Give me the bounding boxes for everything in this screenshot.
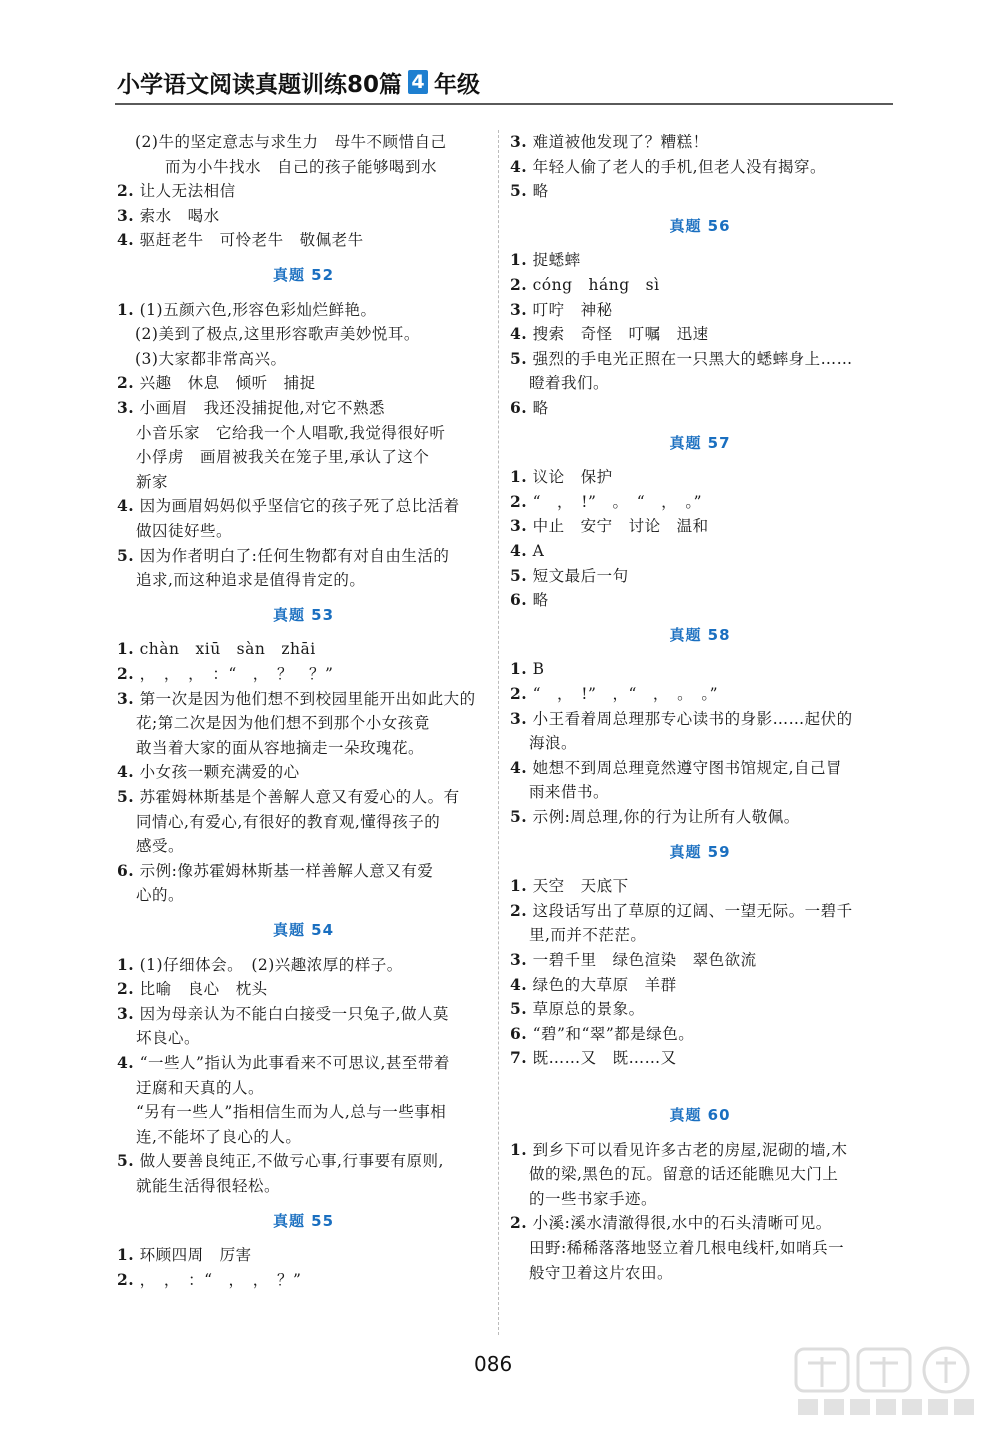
question-number: 5. — [510, 999, 528, 1019]
question-number: 2. — [510, 900, 528, 920]
answer-text: 天空 天底下 — [527, 877, 629, 896]
answer-text: 略 — [527, 591, 549, 610]
question-number: 4. — [510, 757, 528, 777]
answer-line — [510, 248, 581, 272]
answer-line — [510, 682, 718, 706]
answer-text: 瞪着我们。 — [529, 374, 610, 393]
question-number: 3. — [510, 132, 528, 151]
answer-text: 小女孩一颗充满爱的心 — [134, 763, 300, 782]
question-number: 3. — [117, 1003, 135, 1023]
answer-text: 议论 保护 — [527, 468, 613, 487]
answer-text: 做人要善良纯正,不做亏心事,行事要有原则, — [134, 1152, 444, 1171]
answer-text: (1)仔细体会。 (2)兴趣浓厚的样子。 — [134, 955, 403, 974]
question-number: 4. — [510, 541, 528, 560]
question-number: 2. — [117, 979, 135, 999]
question-number: 6. — [510, 590, 528, 610]
grade-badge: 4 — [408, 70, 428, 94]
question-number: 5. — [510, 348, 528, 368]
question-number: 4. — [510, 974, 528, 994]
answer-text: 示例:像苏霍姆林斯基一样善解人意又有爱 — [134, 861, 434, 880]
answer-text: 小俘虏 画眉被我关在笼子里,承认了这个 — [136, 448, 430, 467]
answer-text: 因为作者明白了:任何生物都有对自由生活的 — [134, 546, 450, 565]
section-heading: 真题 55 — [272, 1211, 335, 1230]
answer-text: 迂腐和天真的人。 — [136, 1078, 265, 1097]
answer-text: 略 — [527, 399, 549, 417]
answer-text: “碧”和“翠”都是绿色。 — [527, 1024, 695, 1043]
question-number: 3. — [510, 299, 528, 319]
answer-text: 做的梁,黑色的瓦。留意的话还能瞧见大门上 — [529, 1165, 839, 1184]
question-number: 6. — [117, 860, 135, 880]
answer-line — [510, 564, 629, 588]
answer-text: 捉蟋蟀 — [527, 251, 581, 270]
answer-text: 第一次是因为他们想不到校园里能开出如此大的 — [134, 689, 476, 708]
section-heading: 真题 60 — [669, 1106, 731, 1124]
answer-line — [510, 1022, 694, 1046]
answer-line — [529, 371, 609, 395]
section-heading: 真题 52 — [272, 266, 335, 284]
answer-text: 的一些书家手迹。 — [529, 1189, 658, 1208]
answer-text: (3)大家都非常高兴。 — [135, 349, 287, 368]
answer-text: 强烈的手电光正照在一只黑大的蟋蟀身上…… — [527, 349, 853, 368]
answer-line — [510, 298, 613, 322]
answer-text: 绿色的大草原 羊群 — [527, 975, 677, 994]
answer-line — [117, 1149, 444, 1173]
question-number: 3. — [117, 398, 135, 417]
answer-line — [117, 494, 460, 518]
answer-text: B — [527, 660, 545, 679]
answer-line — [136, 519, 232, 543]
answer-line — [117, 1268, 301, 1292]
question-number: 3. — [510, 516, 528, 536]
question-number: 2. — [510, 684, 528, 703]
answer-line — [136, 421, 445, 445]
answer-text: 里,而并不茫茫。 — [529, 926, 647, 945]
question-number: 2. — [117, 1269, 135, 1289]
question-number: 6. — [510, 398, 528, 417]
answer-text: (2)美到了极点,这里形容歌声美妙悦耳。 — [135, 325, 420, 344]
answer-text: 感受。 — [136, 837, 185, 856]
question-number: 5. — [510, 565, 528, 585]
answer-line — [117, 1002, 449, 1026]
answer-line — [529, 1187, 657, 1211]
question-number: 2. — [510, 491, 528, 511]
answer-text: 田野:稀稀落落地竖立着几根电线杆,如哨兵一 — [529, 1239, 845, 1257]
answer-line — [165, 155, 437, 179]
answer-text: cóng háng sì — [527, 276, 660, 294]
section-heading: 真题 56 — [669, 216, 731, 235]
watermark-logo-icon — [790, 1343, 980, 1421]
answer-text: 小音乐家 它给我一个人唱歌,我觉得很好听 — [136, 423, 446, 442]
answer-line — [136, 568, 365, 592]
question-number: 5. — [117, 545, 135, 565]
answer-text: 敢当着大家的面从容地摘走一朵玫瑰花。 — [136, 738, 425, 757]
answer-text: 让人无法相信 — [134, 182, 236, 201]
answer-text: 这段话写出了草原的辽阔、一望无际。一碧千 — [527, 901, 853, 920]
section-heading: 真题 57 — [669, 433, 731, 452]
question-number: 1. — [510, 1139, 528, 1159]
answer-line — [136, 1125, 301, 1149]
answer-text: ， ， ， ：“ ， ？ ？” — [134, 665, 334, 683]
answer-text: 叮咛 神秘 — [527, 300, 613, 319]
answer-text: 苏霍姆林斯基是个善解人意又有爱心的人。有 — [134, 788, 460, 806]
answer-line — [510, 973, 677, 997]
section-heading: 真题 59 — [669, 842, 731, 861]
question-number: 5. — [510, 807, 528, 826]
answer-line — [135, 347, 286, 371]
answer-text: 就能生活得很轻松。 — [136, 1177, 281, 1195]
answer-text: “ ， !” 。 “ ， 。” — [527, 492, 703, 511]
answer-line — [117, 179, 236, 203]
grade-label: 年级 — [434, 71, 481, 98]
question-number: 4. — [117, 762, 135, 782]
answer-line — [117, 544, 449, 568]
answer-line — [117, 1051, 450, 1075]
answer-line — [510, 805, 800, 829]
question-number: 1. — [117, 639, 135, 659]
section-heading: 真题 58 — [669, 625, 731, 644]
question-number: 5. — [117, 787, 135, 806]
answer-line — [529, 1236, 844, 1260]
answer-line — [510, 179, 549, 203]
answer-text: 既……又 既……又 — [527, 1049, 677, 1068]
answer-text: “ ， !” ，“ ， 。 。” — [527, 685, 719, 703]
answer-text: 小王看着周总理那专心读书的身影……起伏的 — [527, 709, 853, 728]
answer-line — [510, 948, 757, 972]
question-number: 2. — [117, 181, 135, 201]
answer-line — [135, 130, 446, 154]
answer-line — [117, 637, 316, 661]
answer-line — [136, 736, 424, 760]
answer-line — [117, 760, 300, 784]
question-number: 1. — [117, 299, 135, 319]
answer-line — [510, 130, 709, 154]
answer-text: ， ， ：“ ， ， ？” — [134, 1270, 302, 1289]
answer-text: 同情心,有爱心,有很好的教育观,懂得孩子的 — [136, 812, 441, 831]
answer-line — [510, 874, 629, 898]
answer-line — [510, 756, 842, 780]
answer-line — [117, 1243, 252, 1267]
answer-line — [117, 687, 476, 711]
answer-text: 她想不到周总理竟然遵守图书馆规定,自己冒 — [527, 758, 843, 777]
answer-text: 雨来借书。 — [529, 783, 610, 802]
book-title: 小学语文阅读真题训练80篇 — [117, 71, 403, 98]
answer-line — [510, 490, 702, 514]
question-number: 4. — [510, 324, 528, 344]
question-number: 1. — [510, 659, 528, 679]
answer-text: 小溪:溪水清澈得很,水中的石头清晰可见。 — [527, 1214, 832, 1233]
answer-line — [117, 228, 364, 252]
answer-line — [510, 707, 853, 731]
answer-line — [510, 657, 545, 681]
answer-text: chàn xiū sàn zhāi — [134, 640, 316, 659]
answer-text: 连,不能坏了良心的人。 — [136, 1127, 302, 1146]
answer-text: 新家 — [136, 472, 169, 491]
answer-text: 追求,而这种追求是值得肯定的。 — [136, 571, 366, 590]
answer-line — [136, 711, 430, 735]
answer-line — [136, 1026, 200, 1050]
question-number: 1. — [510, 250, 528, 270]
answer-text: 海浪。 — [529, 734, 578, 753]
answer-text: 般守卫着这片农田。 — [529, 1263, 674, 1282]
answer-line — [510, 899, 853, 923]
answer-text: 环顾四周 厉害 — [134, 1246, 252, 1265]
section-heading: 真题 54 — [272, 921, 335, 939]
answer-text: 到乡下可以看见许多古老的房屋,泥砌的墙,木 — [527, 1140, 848, 1159]
answer-line — [117, 298, 377, 322]
question-number: 3. — [117, 205, 135, 225]
question-number: 1. — [117, 954, 135, 974]
question-number: 2. — [117, 664, 135, 683]
answer-text: 坏良心。 — [136, 1029, 201, 1048]
answer-line — [117, 204, 220, 228]
answer-text: 索水 喝水 — [134, 206, 220, 225]
answer-text: 因为母亲认为不能白白接受一只兔子,做人莫 — [134, 1004, 450, 1023]
answer-line — [136, 470, 168, 494]
answer-line — [529, 1162, 838, 1186]
question-number: 4. — [510, 156, 528, 176]
answer-line — [510, 273, 660, 297]
answer-line — [529, 923, 646, 947]
answer-text: 略 — [527, 182, 549, 201]
answer-text: 花;第二次是因为他们想不到那个小女孩竟 — [136, 714, 430, 733]
answer-line — [510, 539, 544, 563]
answer-line — [510, 1211, 832, 1235]
answer-line — [510, 322, 709, 346]
answer-line — [510, 347, 853, 371]
answer-line — [117, 662, 333, 686]
answer-line — [136, 445, 429, 469]
answer-text: 示例:周总理,你的行为让所有人敬佩。 — [527, 808, 800, 826]
question-number: 5. — [117, 1151, 135, 1171]
answer-text: 中止 安宁 讨论 温和 — [527, 517, 709, 536]
answer-line — [510, 997, 645, 1021]
answer-text: 难道被他发现了？糟糕！ — [527, 133, 709, 151]
answer-line — [510, 1138, 847, 1162]
question-number: 2. — [510, 1213, 528, 1233]
answer-line — [136, 1076, 264, 1100]
answer-line — [510, 396, 549, 420]
question-number: 3. — [510, 950, 528, 969]
book-header — [117, 64, 480, 100]
question-number: 4. — [117, 230, 135, 250]
answer-line — [529, 731, 577, 755]
answer-text: A — [527, 542, 545, 560]
answer-text: (2)牛的坚定意志与求生力 母牛不顾惜自己 — [135, 133, 447, 151]
answer-text: 心的。 — [136, 886, 185, 905]
answer-line — [510, 588, 549, 612]
header-rule — [115, 103, 893, 105]
answer-text: 比喻 良心 枕头 — [134, 980, 268, 999]
question-number: 3. — [510, 708, 528, 728]
answer-line — [117, 785, 460, 809]
answer-text: 一碧千里 绿色渲染 翠色欲流 — [527, 951, 757, 969]
answer-line — [117, 396, 385, 420]
answer-text: 而为小牛找水 自己的孩子能够喝到水 — [165, 157, 438, 176]
answer-line — [135, 322, 420, 346]
question-number: 1. — [510, 467, 528, 487]
section-heading: 真题 53 — [272, 605, 335, 624]
answer-line — [117, 371, 316, 395]
answer-line — [136, 810, 440, 834]
answer-line — [510, 465, 613, 489]
answer-text: 短文最后一句 — [527, 566, 629, 585]
answer-text: “另有一些人”指相信生而为人,总与一些事相 — [136, 1103, 447, 1122]
answer-line — [136, 883, 184, 907]
answer-text: (1)五颜六色,形容色彩灿烂鲜艳。 — [134, 300, 377, 319]
answer-line — [510, 1046, 677, 1070]
question-number: 2. — [117, 373, 135, 393]
answer-line — [529, 1261, 673, 1285]
question-number: 1. — [117, 1245, 135, 1265]
answer-line — [136, 834, 184, 858]
answer-line — [510, 514, 709, 538]
question-number: 5. — [510, 181, 528, 201]
question-number: 1. — [510, 876, 528, 896]
question-number: 3. — [117, 688, 135, 708]
answer-line — [117, 977, 268, 1001]
answer-line — [117, 859, 433, 883]
question-number: 4. — [117, 496, 135, 516]
answer-line — [529, 780, 609, 804]
question-number: 6. — [510, 1023, 528, 1043]
answer-text: 兴趣 休息 倾听 捕捉 — [134, 374, 316, 393]
answer-text: 因为画眉妈妈似乎坚信它的孩子死了总比活着 — [134, 497, 460, 516]
answer-line — [136, 1100, 446, 1124]
question-number: 7. — [510, 1048, 528, 1068]
answer-line — [117, 953, 403, 977]
answer-line — [510, 155, 826, 179]
page-number: 086 — [474, 1352, 513, 1376]
answer-text: 年轻人偷了老人的手机,但老人没有揭穿。 — [527, 157, 827, 176]
answer-text: 做囚徒好些。 — [136, 522, 233, 540]
answer-text: 驱赶老牛 可怜老牛 敬佩老牛 — [134, 231, 364, 250]
column-divider — [498, 130, 499, 1335]
question-number: 2. — [510, 275, 528, 294]
question-number: 4. — [117, 1053, 135, 1072]
answer-text: “一些人”指认为此事看来不可思议,甚至带着 — [134, 1054, 450, 1072]
answer-text: 搜索 奇怪 叮嘱 迅速 — [527, 325, 709, 344]
answer-text: 草原总的景象。 — [527, 1000, 645, 1019]
answer-text: 小画眉 我还没捕捉他,对它不熟悉 — [134, 399, 386, 417]
answer-line — [136, 1174, 280, 1198]
